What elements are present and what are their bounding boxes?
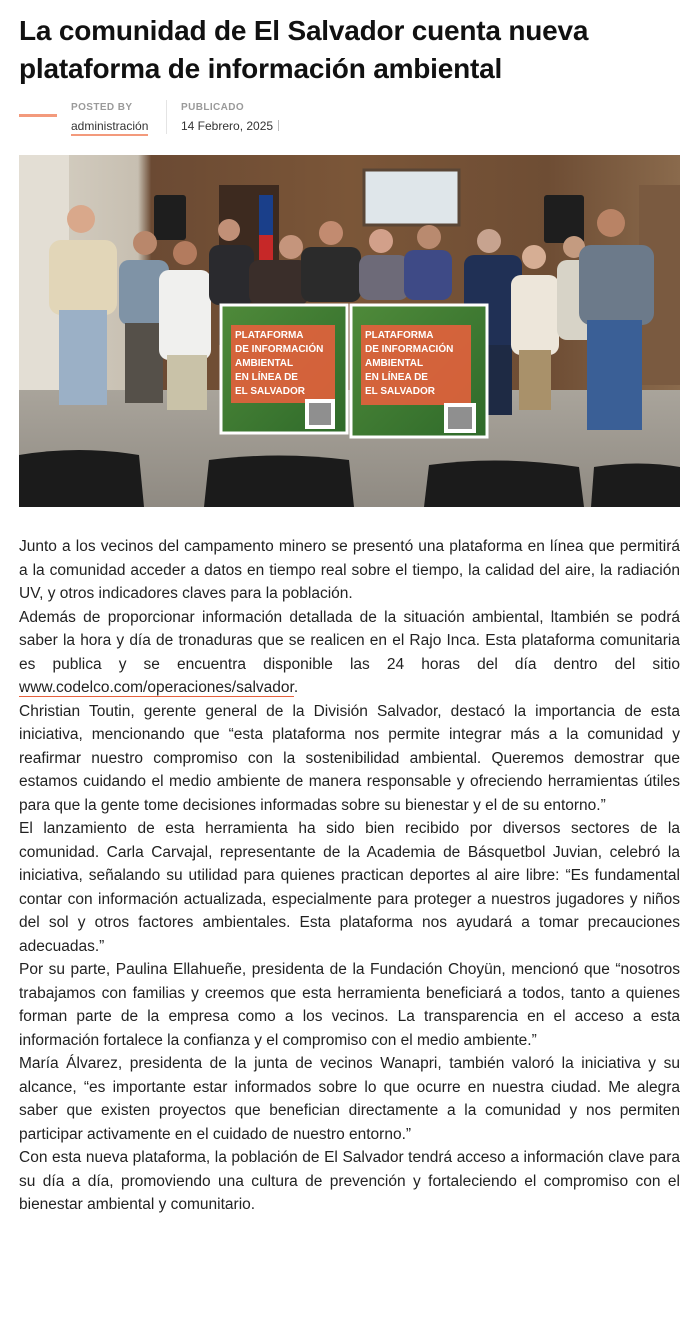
sign-right-line-5: EL SALVADOR	[365, 386, 436, 397]
paragraph-ellahuene: Por su parte, Paulina Ellahueñe, presidenta de la Fundación Choyün, mencionó que “nosotros trabajamos con familias y creemos que esta herramienta beneficiará a todos, tanto a quienes forman parte de la empresa como a los vecinos. La transparencia en el acceso a esta información fortalece la confianza y el compromiso con el medio ambiente.”	[19, 961, 680, 1049]
paragraph-platform-text: Además de proporcionar información detallada de la situación ambiental, ltambién se podrá saber la hora y día de tronaduras que se realicen en el Rajo Inca. Esta plataforma comunitaria es publica y se encuentra disponible las 24 horas del día dentro del sitio	[19, 608, 680, 673]
paragraph-toutin: Christian Toutin, gerente general de la División Salvador, destacó la importancia de esta iniciativa, mencionando que “esta plataforma nos permite integrar más a la comunidad y reafirmar nuestro compromiso con la sostenibilidad ambiental. Queremos demostrar que estamos cuidando el medio ambiente de manera responsable y ofreciendo herramientas útiles para que la gente tome decisiones informadas sobre su bienestar y el de su entorno.”	[19, 702, 680, 814]
article-photo	[19, 155, 680, 507]
article-meta	[0, 100, 700, 140]
sign-left	[221, 305, 347, 433]
sign-left-line-1: PLATAFORMA	[235, 330, 304, 341]
sign-left-line-2: DE INFORMACIÓN	[235, 344, 324, 355]
paragraph-closing: Con esta nueva plataforma, la población de El Salvador tendrá acceso a información clave para su día a día, promoviendo una cultura de prevención y fortaleciendo el compromiso con el bienestar ambiental y comunitario.	[19, 1149, 680, 1213]
published-block	[181, 102, 279, 134]
speaker-right	[544, 195, 584, 243]
sign-left-line-4: EN LÍNEA DE	[235, 372, 298, 383]
speaker-left	[154, 195, 186, 240]
paragraph-platform-end: .	[293, 679, 299, 696]
paragraph-carvajal: El lanzamiento de esta herramienta ha sido bien recibido por diversos sectores de la comunidad. Carla Carvajal, representante de la Academia de Básquetbol Juvian, celebró la iniciativa, señalando su utilidad para quienes practican deportes al aire libre: “Es fundamental contar con información actualizada, especialmente para proteger a nuestros jugadores y niños del sol y otros factores ambientales. Esta plataforma nos ayudará a tomar precauciones adecuadas.”	[19, 820, 680, 955]
group-photo-illustration	[19, 155, 680, 507]
sign-left-line-3: AMBIENTAL	[235, 358, 294, 369]
author-link[interactable]: administración	[71, 119, 148, 136]
sign-right-line-3: AMBIENTAL	[365, 358, 424, 369]
posted-by-block	[71, 102, 148, 134]
paragraph-platform	[19, 606, 680, 700]
meta-accent-bar	[19, 114, 57, 117]
sign-right-line-4: EN LÍNEA DE	[365, 372, 428, 383]
article-title: La comunidad de El Salvador cuenta nueva plataforma de información ambiental	[19, 15, 589, 84]
codelco-link[interactable]: www.codelco.com/operaciones/salvador	[19, 679, 294, 696]
sign-right-line-1: PLATAFORMA	[365, 330, 434, 341]
posted-by-label: POSTED BY	[71, 102, 133, 113]
published-label: PUBLICADO	[181, 102, 245, 113]
meta-separator	[278, 120, 279, 131]
paragraph-alvarez: María Álvarez, presidenta de la junta de vecinos Wanapri, también valoró la iniciativa y su alcance, “es importante estar informados sobre lo que ocurre en nuestra ciudad. Me alegra saber que existen proyectos que benefician directamente a la comunidad y nos permiten participar activamente en el cuidado de nuestro entorno.”	[19, 1055, 680, 1143]
publish-date: 14 Febrero, 2025	[181, 119, 274, 133]
paragraph-intro: Junto a los vecinos del campamento minero se presentó una plataforma en línea que permitirá a la comunidad acceder a datos en tiempo real sobre el tiempo, la calidad del aire, la radiación UV, y otros indicadores claves para la población.	[19, 538, 680, 602]
sign-right-line-2: DE INFORMACIÓN	[365, 344, 454, 355]
meta-divider	[166, 100, 167, 134]
sign-right	[351, 305, 487, 437]
sign-left-line-5: EL SALVADOR	[235, 386, 306, 397]
back-window	[364, 170, 459, 225]
article-body	[19, 535, 680, 1217]
